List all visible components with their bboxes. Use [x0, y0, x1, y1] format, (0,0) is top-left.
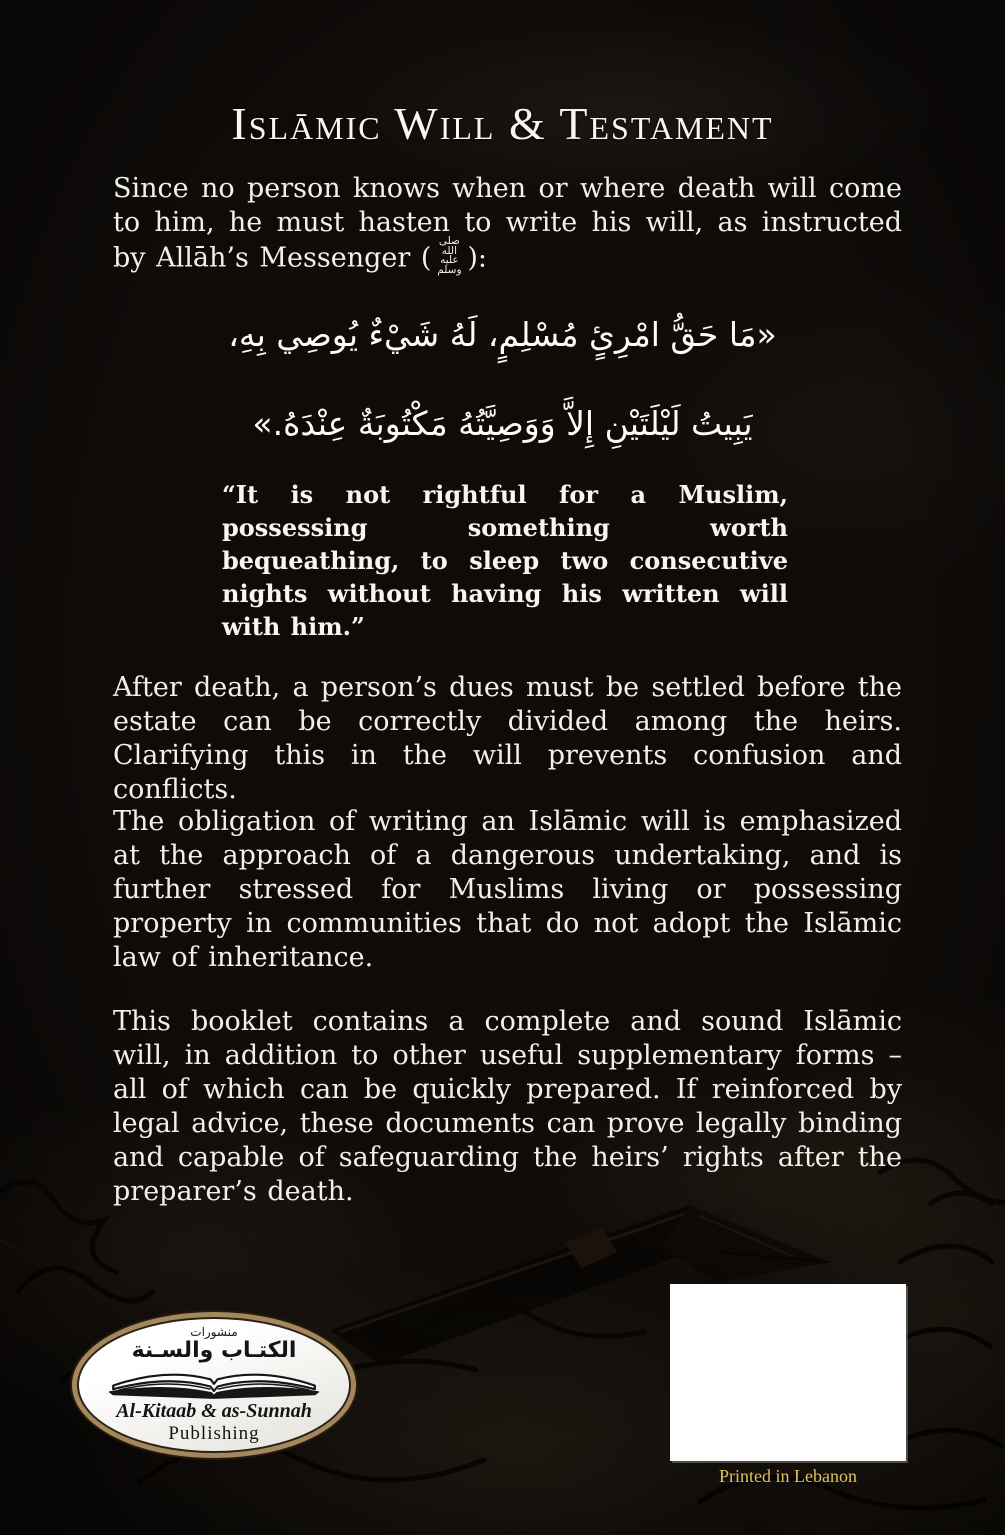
paragraph-after-death: After death, a person’s dues must be settled before the estate can be correctly divided among the heirs. Clarifying this in the will prevents confusion and conflicts.: [113, 672, 902, 805]
publisher-logo: [70, 1310, 358, 1460]
paragraph-obligation: The obligation of writing an Islāmic will is emphasized at the approach of a dangerous undertaking, and is further stressed for Muslims living or possessing property in communities that do not adopt the Islāmic law of inheritance.: [113, 806, 902, 973]
hadith-arabic-line-1: «مَا حَقُّ امْرِئٍ مُسْلِمٍ، لَهُ شَيْءٌ يُوصِي بِهِ،: [228, 315, 777, 354]
intro-close: ):: [467, 242, 488, 274]
logo-publishing-label: Publishing: [168, 1423, 260, 1444]
logo-arabic-title: الكتـاب والسـنة: [131, 1338, 297, 1363]
paragraph-booklet: This booklet contains a complete and sound Islāmic will, in addition to other useful supplementary forms – all of which can be quickly prepared. If reinforced by legal advice, these documents can prove legally binding and capable of safeguarding the heirs’ rights after the preparer’s death.: [113, 1006, 902, 1207]
printed-in-label: Printed in Lebanon: [719, 1466, 857, 1486]
hadith-translation: “It is not rightful for a Muslim, possessing something worth bequeathing, to sleep two consecutive nights without having his written will with him.”: [222, 480, 788, 641]
barcode-placeholder: [670, 1284, 906, 1461]
publisher-logo-ring: [70, 1310, 358, 1460]
open-book-icon: [106, 1364, 322, 1400]
hadith-arabic-line-2: يَبِيتُ لَيْلَتَيْنِ إِلاَّ وَوَصِيَّتُهُ مَكْتُوبَةٌ عِنْدَهُ.»: [252, 404, 753, 443]
intro-text: Since no person knows when or where death will come to him, he must hasten to write his will, as instructed by Allāh’s Messenger (: [113, 173, 902, 274]
hadith-arabic: [0, 290, 1005, 468]
logo-publisher-name: Al-Kitaab & as-Sunnah: [116, 1400, 312, 1422]
page-title: Islāmic Will & Testament: [231, 97, 774, 149]
publisher-logo-face: [77, 1317, 351, 1453]
intro-paragraph: [113, 172, 902, 278]
logo-arabic-small: منشورات: [190, 1325, 238, 1339]
salawat-symbol: صلى الله عليه وسلم: [437, 235, 462, 276]
